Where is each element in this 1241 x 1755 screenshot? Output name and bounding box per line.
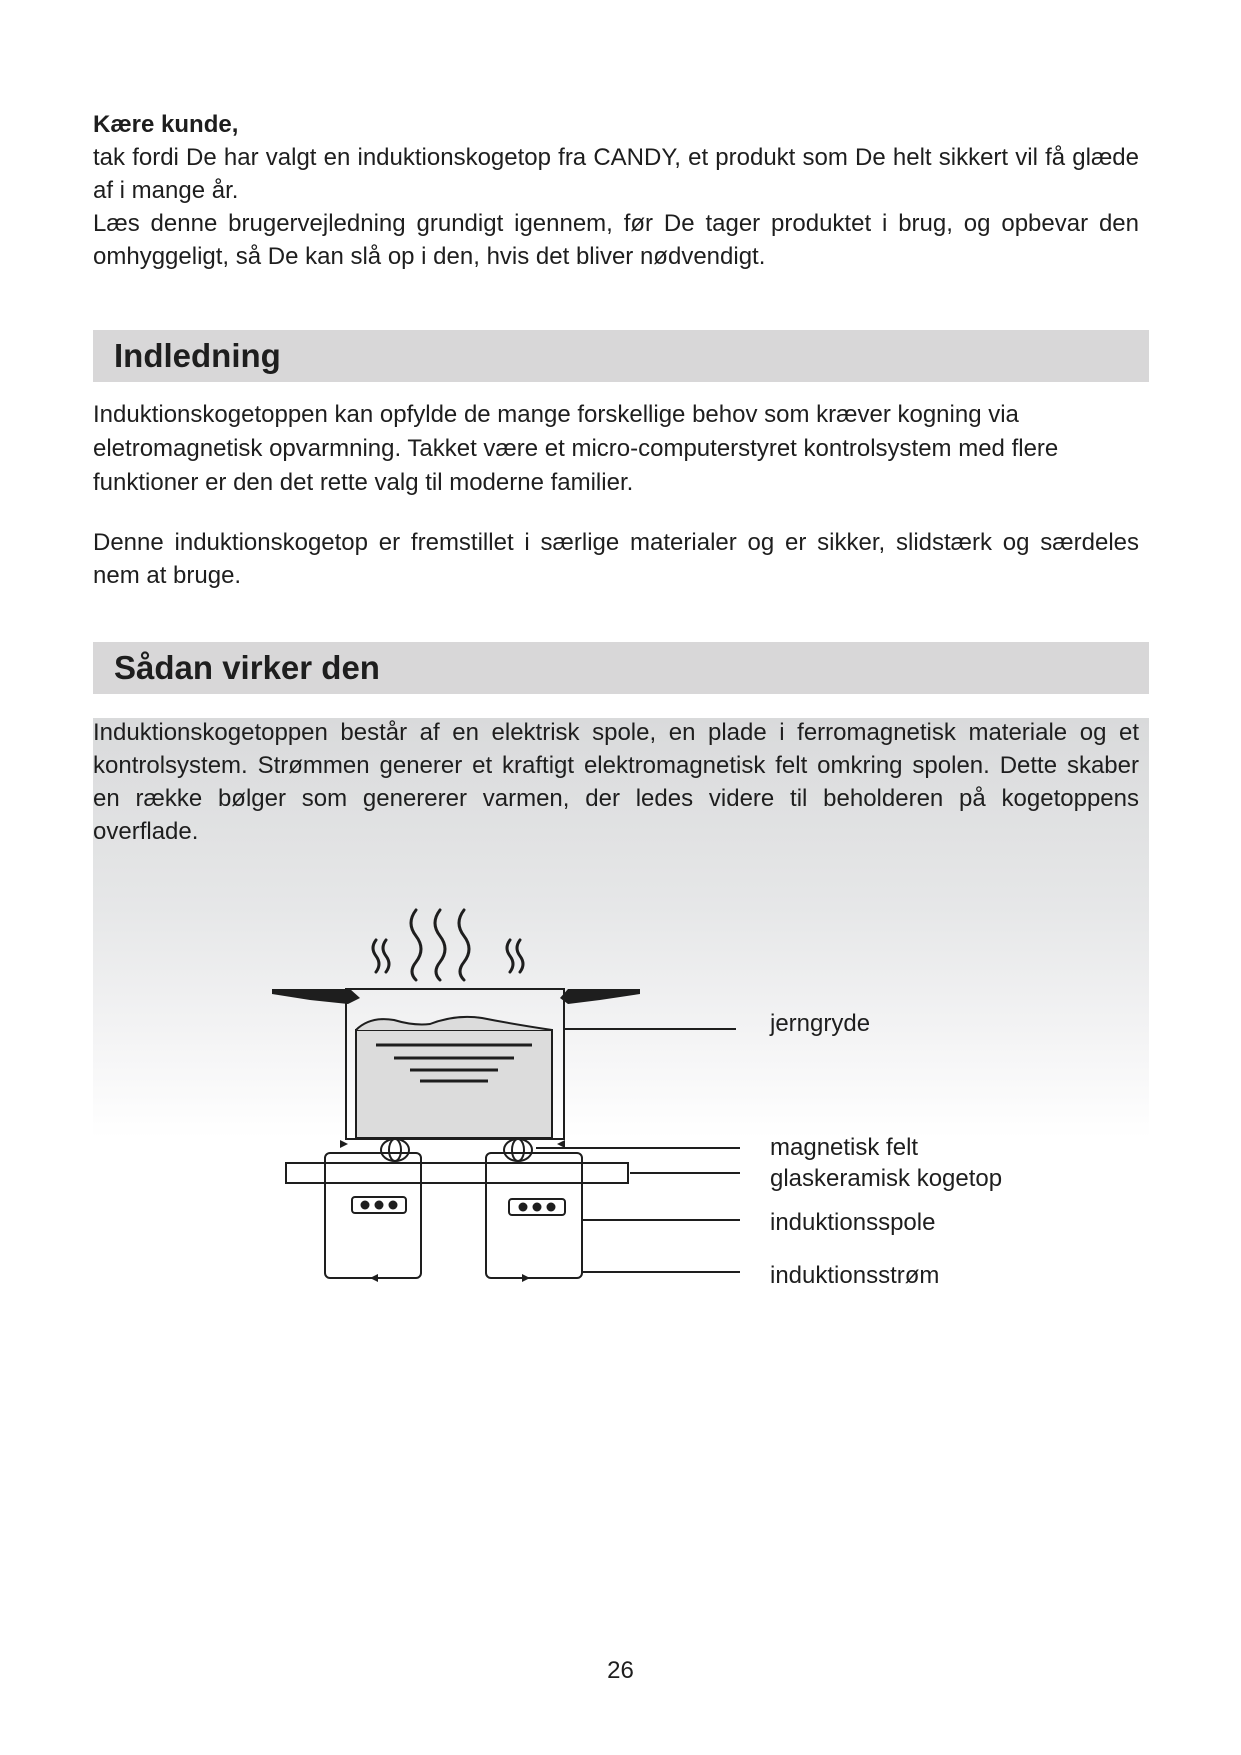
intro-text-1: Induktionskogetoppen kan opfylde de mange forskellige behov som kræver kogning via eletromagnetisk opvarmning. Takket være et micro-computerstyret kontrolsystem med flere funktioner er den det rette valg til moderne familier. [93,401,1059,496]
section-header-intro [93,330,1149,382]
label-induction-coil: induktionsspole [770,1209,936,1236]
intro-text-2: Denne induktionskogetop er fremstillet i særlige materialer og er sikker, slidstærk og særdeles nem at bruge. [93,529,1139,589]
greeting-title: Kære kunde, [93,111,239,138]
glass-ceramic-plate [286,1163,628,1183]
leader-lines [536,1029,740,1272]
label-induction-current: induktionsstrøm [770,1262,940,1289]
greeting [93,108,1139,273]
label-glass-cooktop: glaskeramisk kogetop [770,1165,1003,1192]
section-heading-intro: Indledning [114,337,281,374]
induction-diagram [260,900,780,1300]
iron-pot-icon [356,1017,552,1138]
intro-paragraph-2 [93,526,1139,592]
label-magnetic-field: magnetisk felt [770,1134,919,1161]
label-pot: jerngryde [770,1010,871,1037]
section-header-how [93,642,1149,694]
greeting-line-2: Læs denne brugervejledning grundigt igennem, før De tager produktet i brug, og opbevar den omhyggeligt, så De kan slå op i den, hvis det bliver nødvendigt. [93,210,1139,270]
how-text: Induktionskogetoppen består af en elektrisk spole, en plade i ferromagnetisk materiale og et kontrolsystem. Strømmen generer et kraftigt elektromagnetisk felt omkring spolen. Dette skaber en række bølger som genererer varmen, der ledes videre til beholderen på kogetoppens overflade. [93,719,1139,845]
magnetic-field-icon [381,1139,532,1161]
greeting-line-1: tak fordi De har valgt en induktionskogetop fra CANDY, et produkt som De helt sikkert vil få glæde af i mange år. [93,144,1139,204]
section-heading-how: Sådan virker den [114,649,380,686]
intro-paragraph-1 [93,398,1139,500]
page-number: 26 [607,1657,634,1684]
heat-waves-icon [373,910,523,980]
how-paragraph [93,716,1139,848]
